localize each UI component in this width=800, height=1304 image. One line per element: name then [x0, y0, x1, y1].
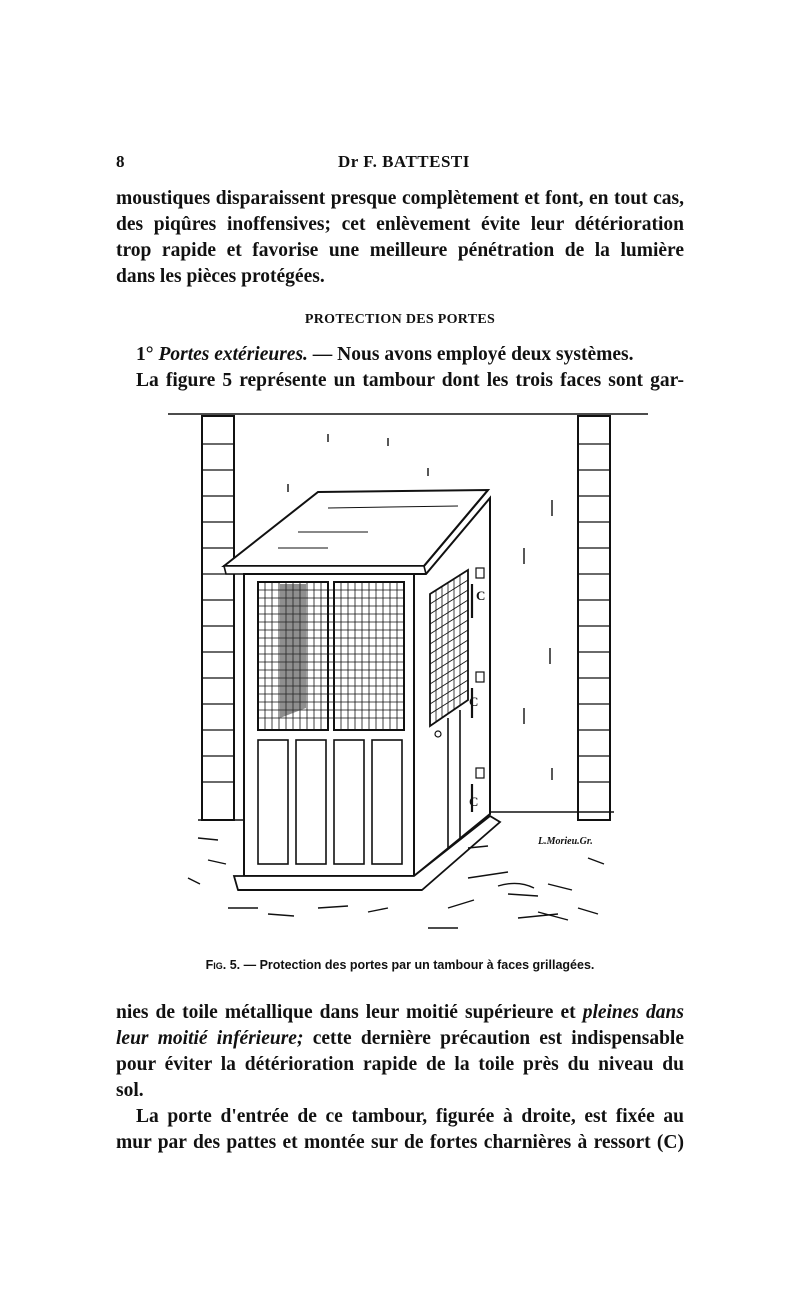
- paragraph-4-line-2: mur par des pattes et montée sur de fortes charnières à ressort (C): [116, 1132, 684, 1153]
- paragraph-3-emphasis: leur moitié inférieure;: [116, 1028, 304, 1049]
- paragraph-2-text: — Nous avons employé deux systèmes.: [307, 344, 634, 365]
- paragraph-3-text: cette dernière précaution est indispensable: [303, 1028, 684, 1049]
- paragraph-1-line: dans les pièces protégées.: [116, 266, 325, 287]
- page-number: 8: [116, 152, 125, 171]
- figure-5: [168, 408, 648, 948]
- paragraph-2-line-2: La figure 5 représente un tambour dont les trois faces sont gar-: [136, 370, 684, 391]
- paragraph-3-line-4: sol.: [116, 1080, 144, 1101]
- caption-prefix: Fig. 5.: [205, 958, 241, 972]
- right-pillar: [578, 416, 610, 820]
- illustration-tambour: [168, 408, 648, 948]
- section-title: PROTECTION DES PORTES: [304, 312, 496, 327]
- caption-text: — Protection des portes par un tambour à faces grillagées.: [240, 958, 595, 972]
- paragraph-2: [136, 342, 684, 394]
- paragraph-4: [136, 1104, 684, 1130]
- paragraph-4-continued: [116, 1130, 684, 1156]
- paragraph-3-line-3: pour éviter la détérioration rapide de la toile près du niveau du: [116, 1054, 684, 1075]
- page-header: [116, 152, 686, 178]
- item-heading: Portes extérieures.: [158, 344, 308, 365]
- paragraph-3: [116, 1000, 684, 1104]
- paragraph-4-line-1: La porte d'entrée de ce tambour, figurée à droite, est fixée au: [136, 1106, 684, 1127]
- paragraph-3-line-1: [116, 1000, 684, 1026]
- figure-caption: [0, 958, 800, 972]
- item-number: 1°: [136, 344, 154, 365]
- paragraph-3-text: nies de toile métallique dans leur moitié supérieure et: [116, 1002, 583, 1023]
- hinge-label-c: C: [469, 694, 479, 709]
- paragraph-1: [116, 186, 684, 290]
- paragraph-1-line: trop rapide et favorise une meilleure pénétration de la lumière: [116, 240, 684, 261]
- running-head: Dr F. BATTESTI: [338, 152, 470, 171]
- paragraph-3-emphasis: pleines dans: [582, 1002, 684, 1023]
- paragraph-3-line-2: [116, 1026, 684, 1052]
- hinge-label-c: C: [469, 794, 479, 809]
- paragraph-2-line-1: [136, 342, 684, 368]
- front-face: [244, 574, 414, 876]
- paragraph-1-line: moustiques disparaissent presque complètement et font, en tout cas,: [116, 188, 684, 209]
- hinge-label-c: C: [476, 588, 486, 603]
- engraver-signature: L.Morieu.Gr.: [538, 836, 593, 847]
- paragraph-1-line: des piqûres inoffensives; cet enlèvement évite leur détérioration: [116, 214, 684, 235]
- left-pillar: [202, 416, 234, 820]
